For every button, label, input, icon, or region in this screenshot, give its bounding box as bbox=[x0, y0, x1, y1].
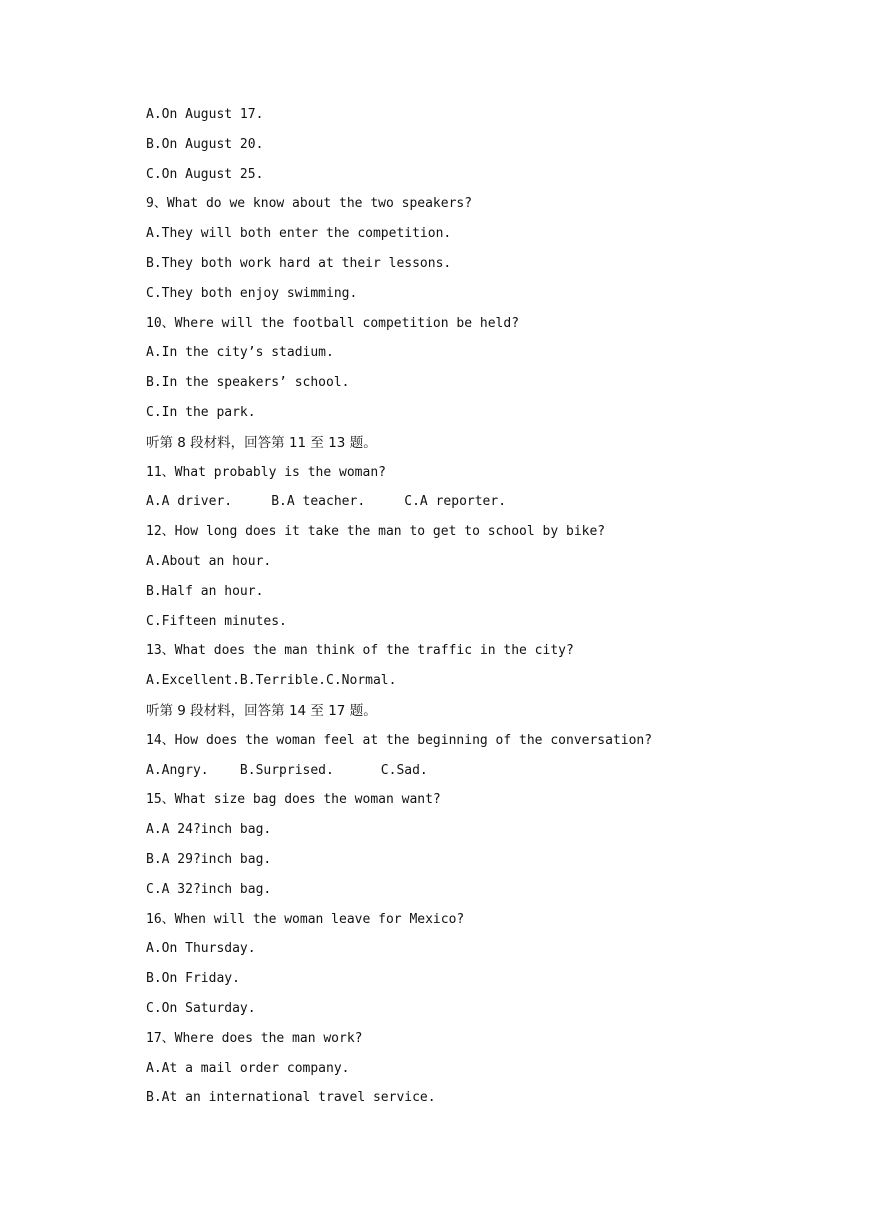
option-line: B.On Friday. bbox=[146, 971, 240, 987]
section-instruction: 听第 8 段材料，回答第 11 至 13 题。 bbox=[146, 434, 377, 451]
question-line: 9、What do we know about the two speakers? bbox=[146, 196, 473, 212]
option-line: C.On Saturday. bbox=[146, 1000, 256, 1016]
question-line: 12、How long does it take the man to get to school by bike? bbox=[146, 524, 606, 540]
option-line: C.Fifteen minutes. bbox=[146, 613, 287, 629]
section-instruction: 听第 9 段材料，回答第 14 至 17 题。 bbox=[146, 702, 377, 719]
option-line: A.Excellent.B.Terrible.C.Normal. bbox=[146, 673, 397, 689]
option-line: A.On August 17. bbox=[146, 107, 264, 122]
option-line: A.They will both enter the competition. bbox=[146, 226, 452, 242]
option-line: A.On Thursday. bbox=[146, 941, 256, 957]
question-line: 11、What probably is the woman? bbox=[146, 464, 386, 480]
question-line: 15、What size bag does the woman want? bbox=[146, 792, 441, 808]
option-line: B.At an international travel service. bbox=[146, 1090, 436, 1106]
question-line: 10、Where will the football competition be held? bbox=[146, 315, 520, 331]
question-list bbox=[146, 104, 806, 1117]
option-line: B.Half an hour. bbox=[146, 583, 264, 599]
question-line: 16、When will the woman leave for Mexico? bbox=[146, 911, 465, 927]
option-line: B.They both work hard at their lessons. bbox=[146, 255, 452, 271]
option-line: A.At a mail order company. bbox=[146, 1060, 350, 1076]
option-line: A.A driver. B.A teacher. C.A reporter. bbox=[146, 494, 507, 510]
option-line: A.A 24?inch bag. bbox=[146, 822, 272, 838]
question-line: 14、How does the woman feel at the beginning of the conversation? bbox=[146, 732, 653, 748]
option-line: C.They both enjoy swimming. bbox=[146, 285, 358, 301]
question-line: 13、What does the man think of the traffic in the city? bbox=[146, 643, 574, 659]
option-line: C.In the park. bbox=[146, 404, 256, 420]
question-line: 17、Where does the man work? bbox=[146, 1030, 363, 1046]
option-line: C.A 32?inch bag. bbox=[146, 881, 272, 897]
option-line: A.About an hour. bbox=[146, 553, 272, 569]
option-line: A.In the city’s stadium. bbox=[146, 345, 334, 361]
option-line: B.On August 20. bbox=[146, 136, 264, 152]
option-line: B.In the speakers’ school. bbox=[146, 375, 350, 391]
option-line: C.On August 25. bbox=[146, 166, 264, 182]
option-line: B.A 29?inch bag. bbox=[146, 851, 272, 867]
option-line: A.Angry. B.Surprised. C.Sad. bbox=[146, 762, 428, 778]
